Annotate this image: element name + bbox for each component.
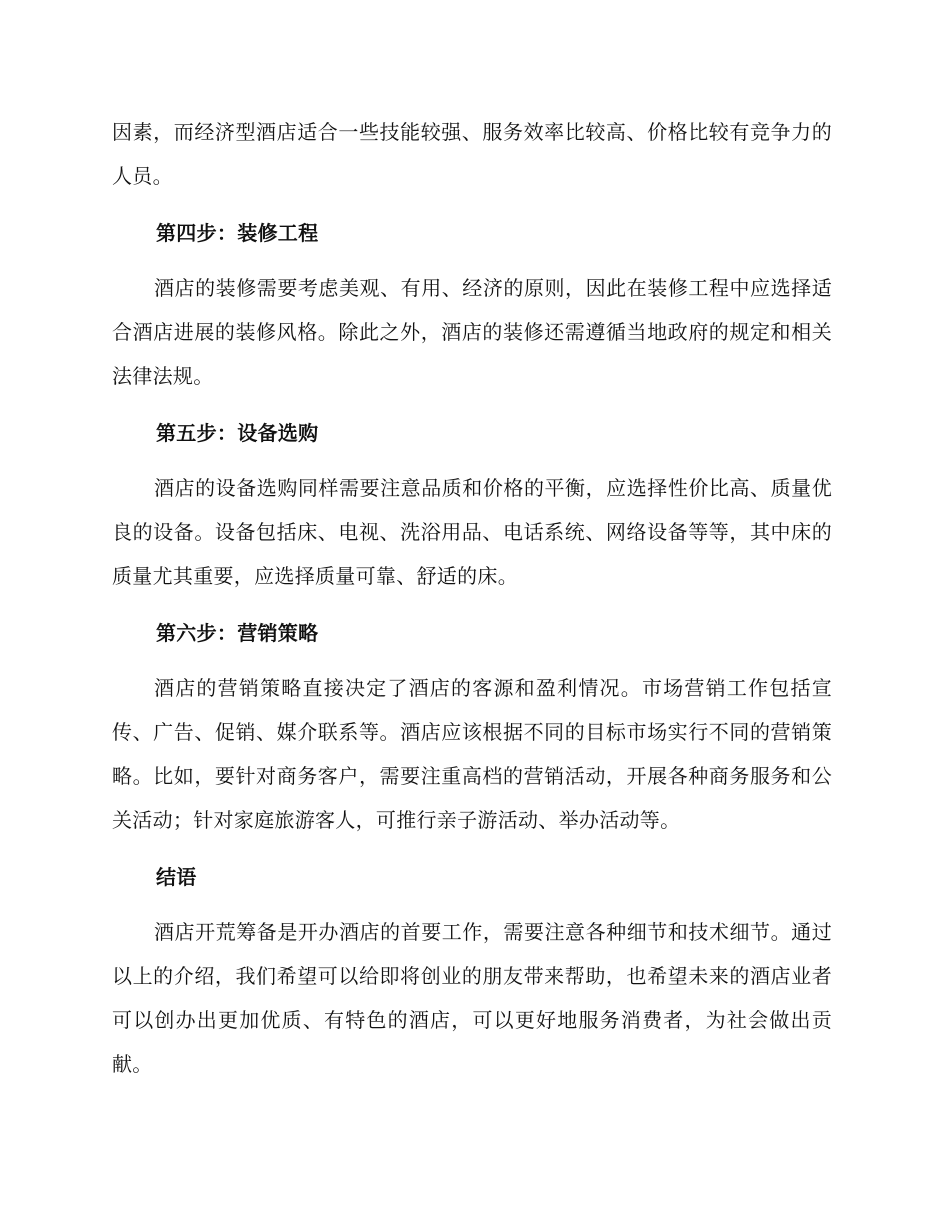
section-heading-conclusion: 结语 (156, 865, 197, 889)
intro-paragraph: 因素，而经济型酒店适合一些技能较强、服务效率比较高、价格比较有竞争力的人员。 (112, 120, 832, 188)
section-heading-step4: 第四步：装修工程 (156, 221, 319, 245)
section-body-step6: 酒店的营销策略直接决定了酒店的客源和盈利情况。市场营销工作包括宣传、广告、促销、媒介联系等。酒店应该根据不同的目标市场实行不同的营销策略。比如，要针对商务客户，需要注重高档的营销活动，开展各种商务服务和公关活动；针对家庭旅游客人，可推行亲子游活动、举办活动等。 (112, 676, 832, 832)
section-body-step4: 酒店的装修需要考虑美观、有用、经济的原则，因此在装修工程中应选择适合酒店进展的装修风格。除此之外，酒店的装修还需遵循当地政府的规定和相关法律法规。 (112, 276, 832, 388)
spacer (112, 198, 832, 206)
document-page (112, 110, 832, 1086)
section-heading-step6: 第六步：营销策略 (156, 621, 319, 645)
section-heading-step5: 第五步：设备选购 (156, 421, 319, 445)
section-body-step5: 酒店的设备选购同样需要注意品质和价格的平衡，应选择性价比高、质量优良的设备。设备包括床、电视、洗浴用品、电话系统、网络设备等等，其中床的质量尤其重要，应选择质量可靠、舒适的床。 (112, 476, 832, 588)
section-body-conclusion: 酒店开荒筹备是开办酒店的首要工作，需要注意各种细节和技术细节。通过以上的介绍，我们希望可以给即将创业的朋友带来帮助，也希望未来的酒店业者可以创办出更加优质、有特色的酒店，可以更好地服务消费者，为社会做出贡献。 (112, 920, 832, 1076)
spacer (112, 598, 832, 606)
spacer (112, 398, 832, 406)
spacer (112, 842, 832, 850)
